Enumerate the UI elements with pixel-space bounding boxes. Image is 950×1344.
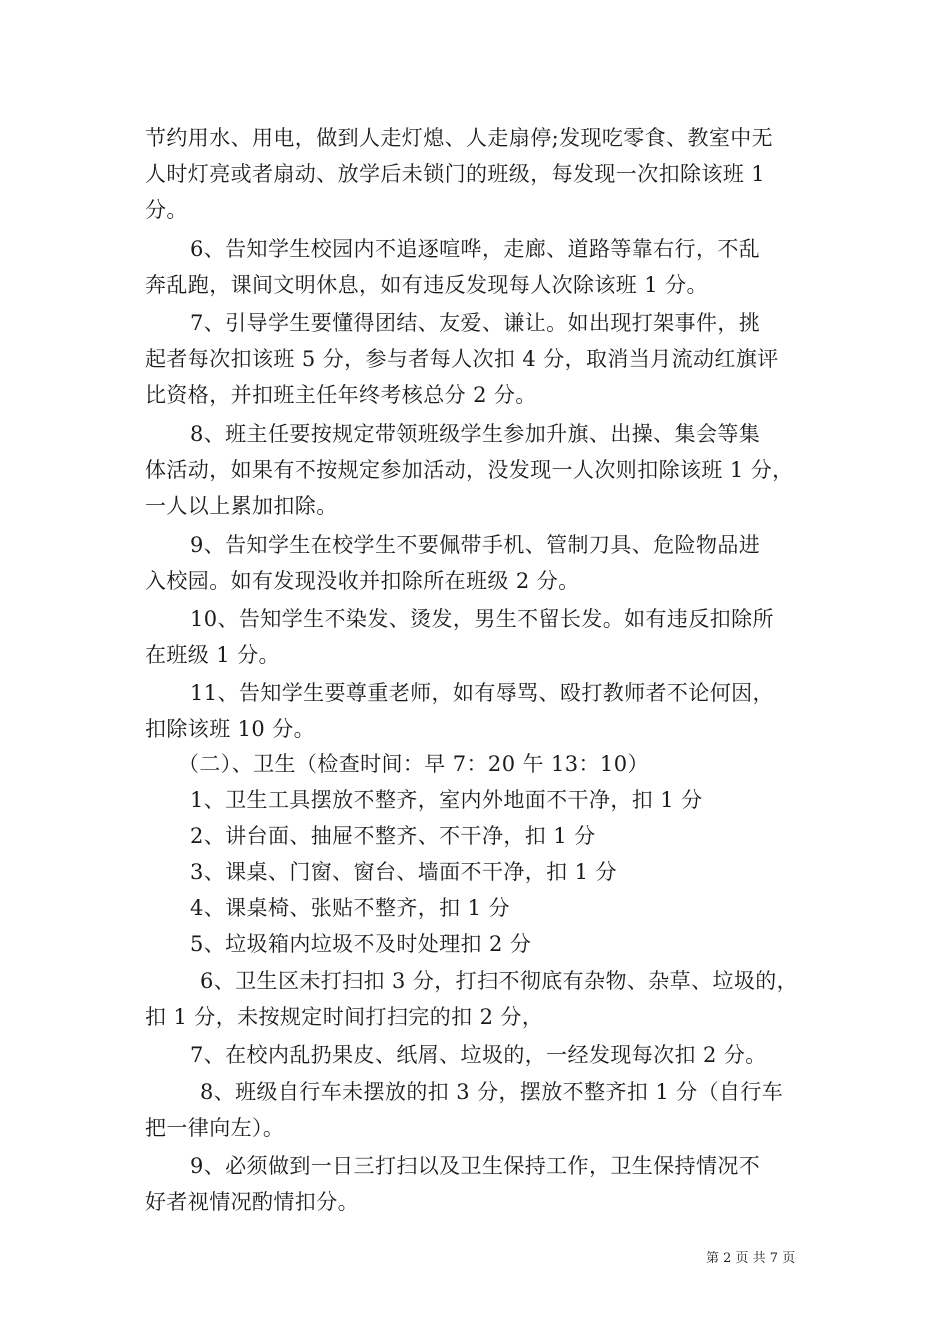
- text-line: 好者视情况酌情扣分。: [145, 1190, 359, 1214]
- text-line: 奔乱跑，课间文明休息，如有违反发现每人次除该班 1 分。: [145, 273, 708, 297]
- text-line: 6、告知学生校园内不追逐喧哗，走廊、道路等靠右行，不乱: [190, 237, 761, 261]
- list-item: 4、课桌椅、张贴不整齐，扣 1 分: [190, 896, 510, 920]
- text-line: 在班级 1 分。: [145, 643, 280, 667]
- page-number-footer: 第 2 页 共 7 页: [706, 1251, 796, 1266]
- list-item: 8、班级自行车未摆放的扣 3 分，摆放不整齐扣 1 分（自行车: [200, 1080, 784, 1104]
- section-heading: （二）、卫生（检查时间：早 7：20 午 13：10）: [178, 752, 649, 776]
- text-line: 比资格，并扣班主任年终考核总分 2 分。: [145, 383, 537, 407]
- text-line: 扣除该班 10 分。: [145, 717, 316, 741]
- text-line: 入校园。如有发现没收并扣除所在班级 2 分。: [145, 569, 580, 593]
- text-line: 10、告知学生不染发、烫发，男生不留长发。如有违反扣除所: [190, 607, 774, 631]
- list-item: 3、课桌、门窗、窗台、墙面不干净，扣 1 分: [190, 860, 617, 884]
- text-line: 把一律向左）。: [145, 1116, 285, 1140]
- list-item: 7、在校内乱扔果皮、纸屑、垃圾的，一经发现每次扣 2 分。: [190, 1043, 767, 1067]
- text-line: 起者每次扣该班 5 分，参与者每人次扣 4 分，取消当月流动红旗评: [145, 347, 779, 371]
- list-item: 5、垃圾箱内垃圾不及时处理扣 2 分: [190, 932, 532, 956]
- text-line: 节约用水、用电，做到人走灯熄、人走扇停;发现吃零食、教室中无: [145, 126, 774, 150]
- list-item: 1、卫生工具摆放不整齐，室内外地面不干净，扣 1 分: [190, 788, 703, 812]
- text-line: 11、告知学生要尊重老师，如有辱骂、殴打教师者不论何因，: [190, 681, 774, 705]
- text-line: 人时灯亮或者扇动、放学后未锁门的班级，每发现一次扣除该班 1: [145, 162, 766, 186]
- list-item: 9、必须做到一日三打扫以及卫生保持工作，卫生保持情况不: [190, 1154, 761, 1178]
- text-line: 一人以上累加扣除。: [145, 494, 338, 518]
- text-line: 8、班主任要按规定带领班级学生参加升旗、出操、集会等集: [190, 422, 761, 446]
- list-item: 2、讲台面、抽屉不整齐、不干净，扣 1 分: [190, 824, 596, 848]
- text-line: 7、引导学生要懂得团结、友爱、谦让。如出现打架事件，挑: [190, 311, 761, 335]
- list-item: 6、卫生区未打扫扣 3 分，打扫不彻底有杂物、杂草、垃圾的，: [200, 969, 799, 993]
- text-line: 9、告知学生在校学生不要佩带手机、管制刀具、危险物品进: [190, 533, 761, 557]
- text-line: 分。: [145, 198, 188, 222]
- text-line: 扣 1 分，未按规定时间打扫完的扣 2 分，: [145, 1005, 544, 1029]
- text-line: 体活动，如果有不按规定参加活动，没发现一人次则扣除该班 1 分，: [145, 458, 794, 482]
